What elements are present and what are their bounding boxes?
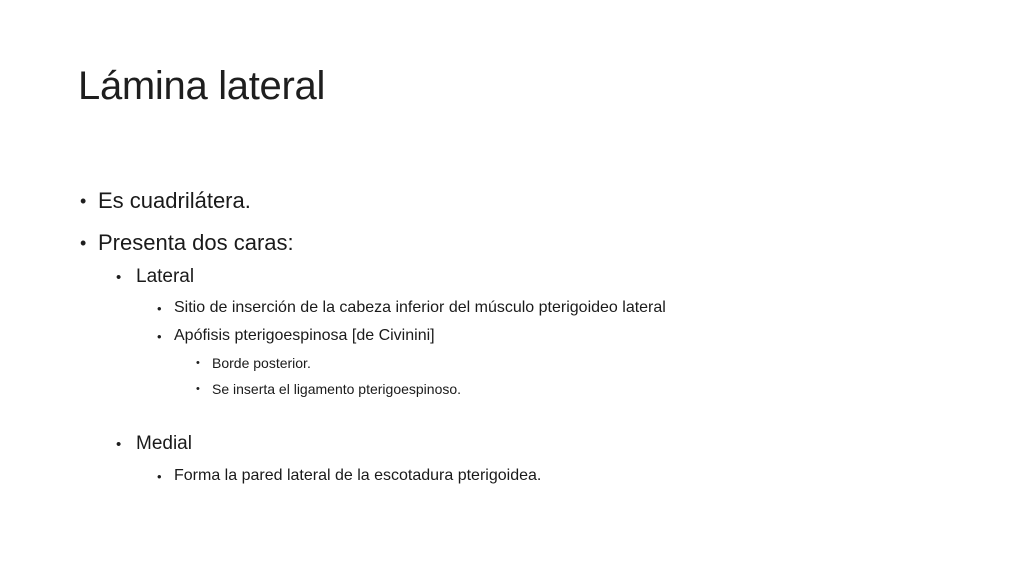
bullet-icon: • xyxy=(157,300,162,316)
bullet-text: Es cuadrilátera. xyxy=(98,188,251,213)
bullet-text: Apófisis pterigoespinosa [de Civinini] xyxy=(174,327,435,344)
bullet-text: Borde posterior. xyxy=(212,355,311,371)
bullet-icon: • xyxy=(157,468,162,484)
bullet-text: Sitio de inserción de la cabeza inferior del músculo pterigoideo lateral xyxy=(174,299,666,316)
slide-title: Lámina lateral xyxy=(78,64,326,108)
bullet-item xyxy=(80,187,251,215)
bullet-icon: • xyxy=(196,383,200,395)
bullet-icon: • xyxy=(116,435,122,453)
bullet-text: Lateral xyxy=(136,266,195,287)
bullet-icon: • xyxy=(116,268,122,286)
bullet-item xyxy=(116,432,192,456)
bullet-text: Medial xyxy=(136,433,192,454)
bullet-text: Presenta dos caras: xyxy=(98,230,294,255)
bullet-icon: • xyxy=(157,328,162,344)
bullet-icon: • xyxy=(80,232,87,253)
bullet-item xyxy=(157,297,666,319)
bullet-icon: • xyxy=(196,357,200,369)
bullet-item xyxy=(80,229,294,257)
bullet-item xyxy=(157,465,541,487)
bullet-item xyxy=(157,325,435,347)
bullet-text: Se inserta el ligamento pterigoespinoso. xyxy=(212,381,462,397)
bullet-icon: • xyxy=(80,190,87,211)
bullet-item xyxy=(116,265,194,289)
bullet-item xyxy=(196,379,461,399)
bullet-item xyxy=(196,353,311,373)
bullet-text: Forma la pared lateral de la escotadura pterigoidea. xyxy=(174,467,542,484)
